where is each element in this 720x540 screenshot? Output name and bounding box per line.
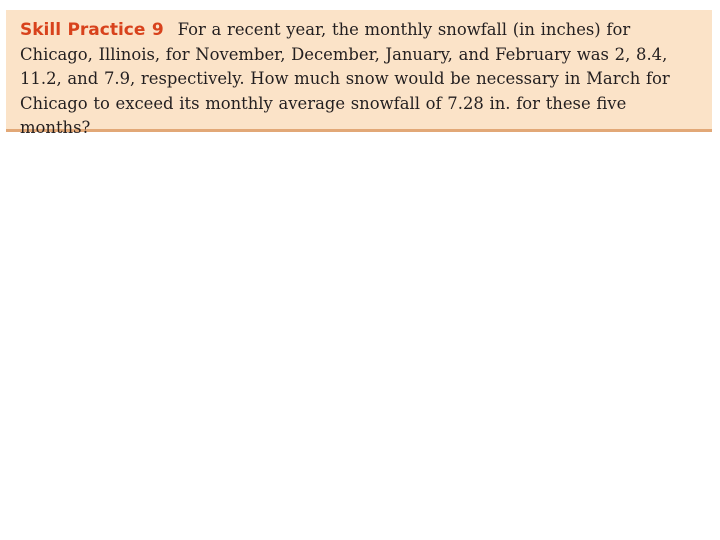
problem-text: For a recent year, the monthly snowfall (in inches) for Chicago, Illinois, for November, December, January, and February was 2, 8.4, 11.2, and 7.9, respectively. How much snow would be necessary in March for Chicago to exceed its monthly average snowfall of 7.28 in. for these five months?: [20, 20, 670, 137]
skill-practice-box: [6, 10, 712, 137]
practice-paragraph: [20, 18, 702, 141]
skill-practice-heading: Skill Practice 9: [20, 20, 164, 40]
